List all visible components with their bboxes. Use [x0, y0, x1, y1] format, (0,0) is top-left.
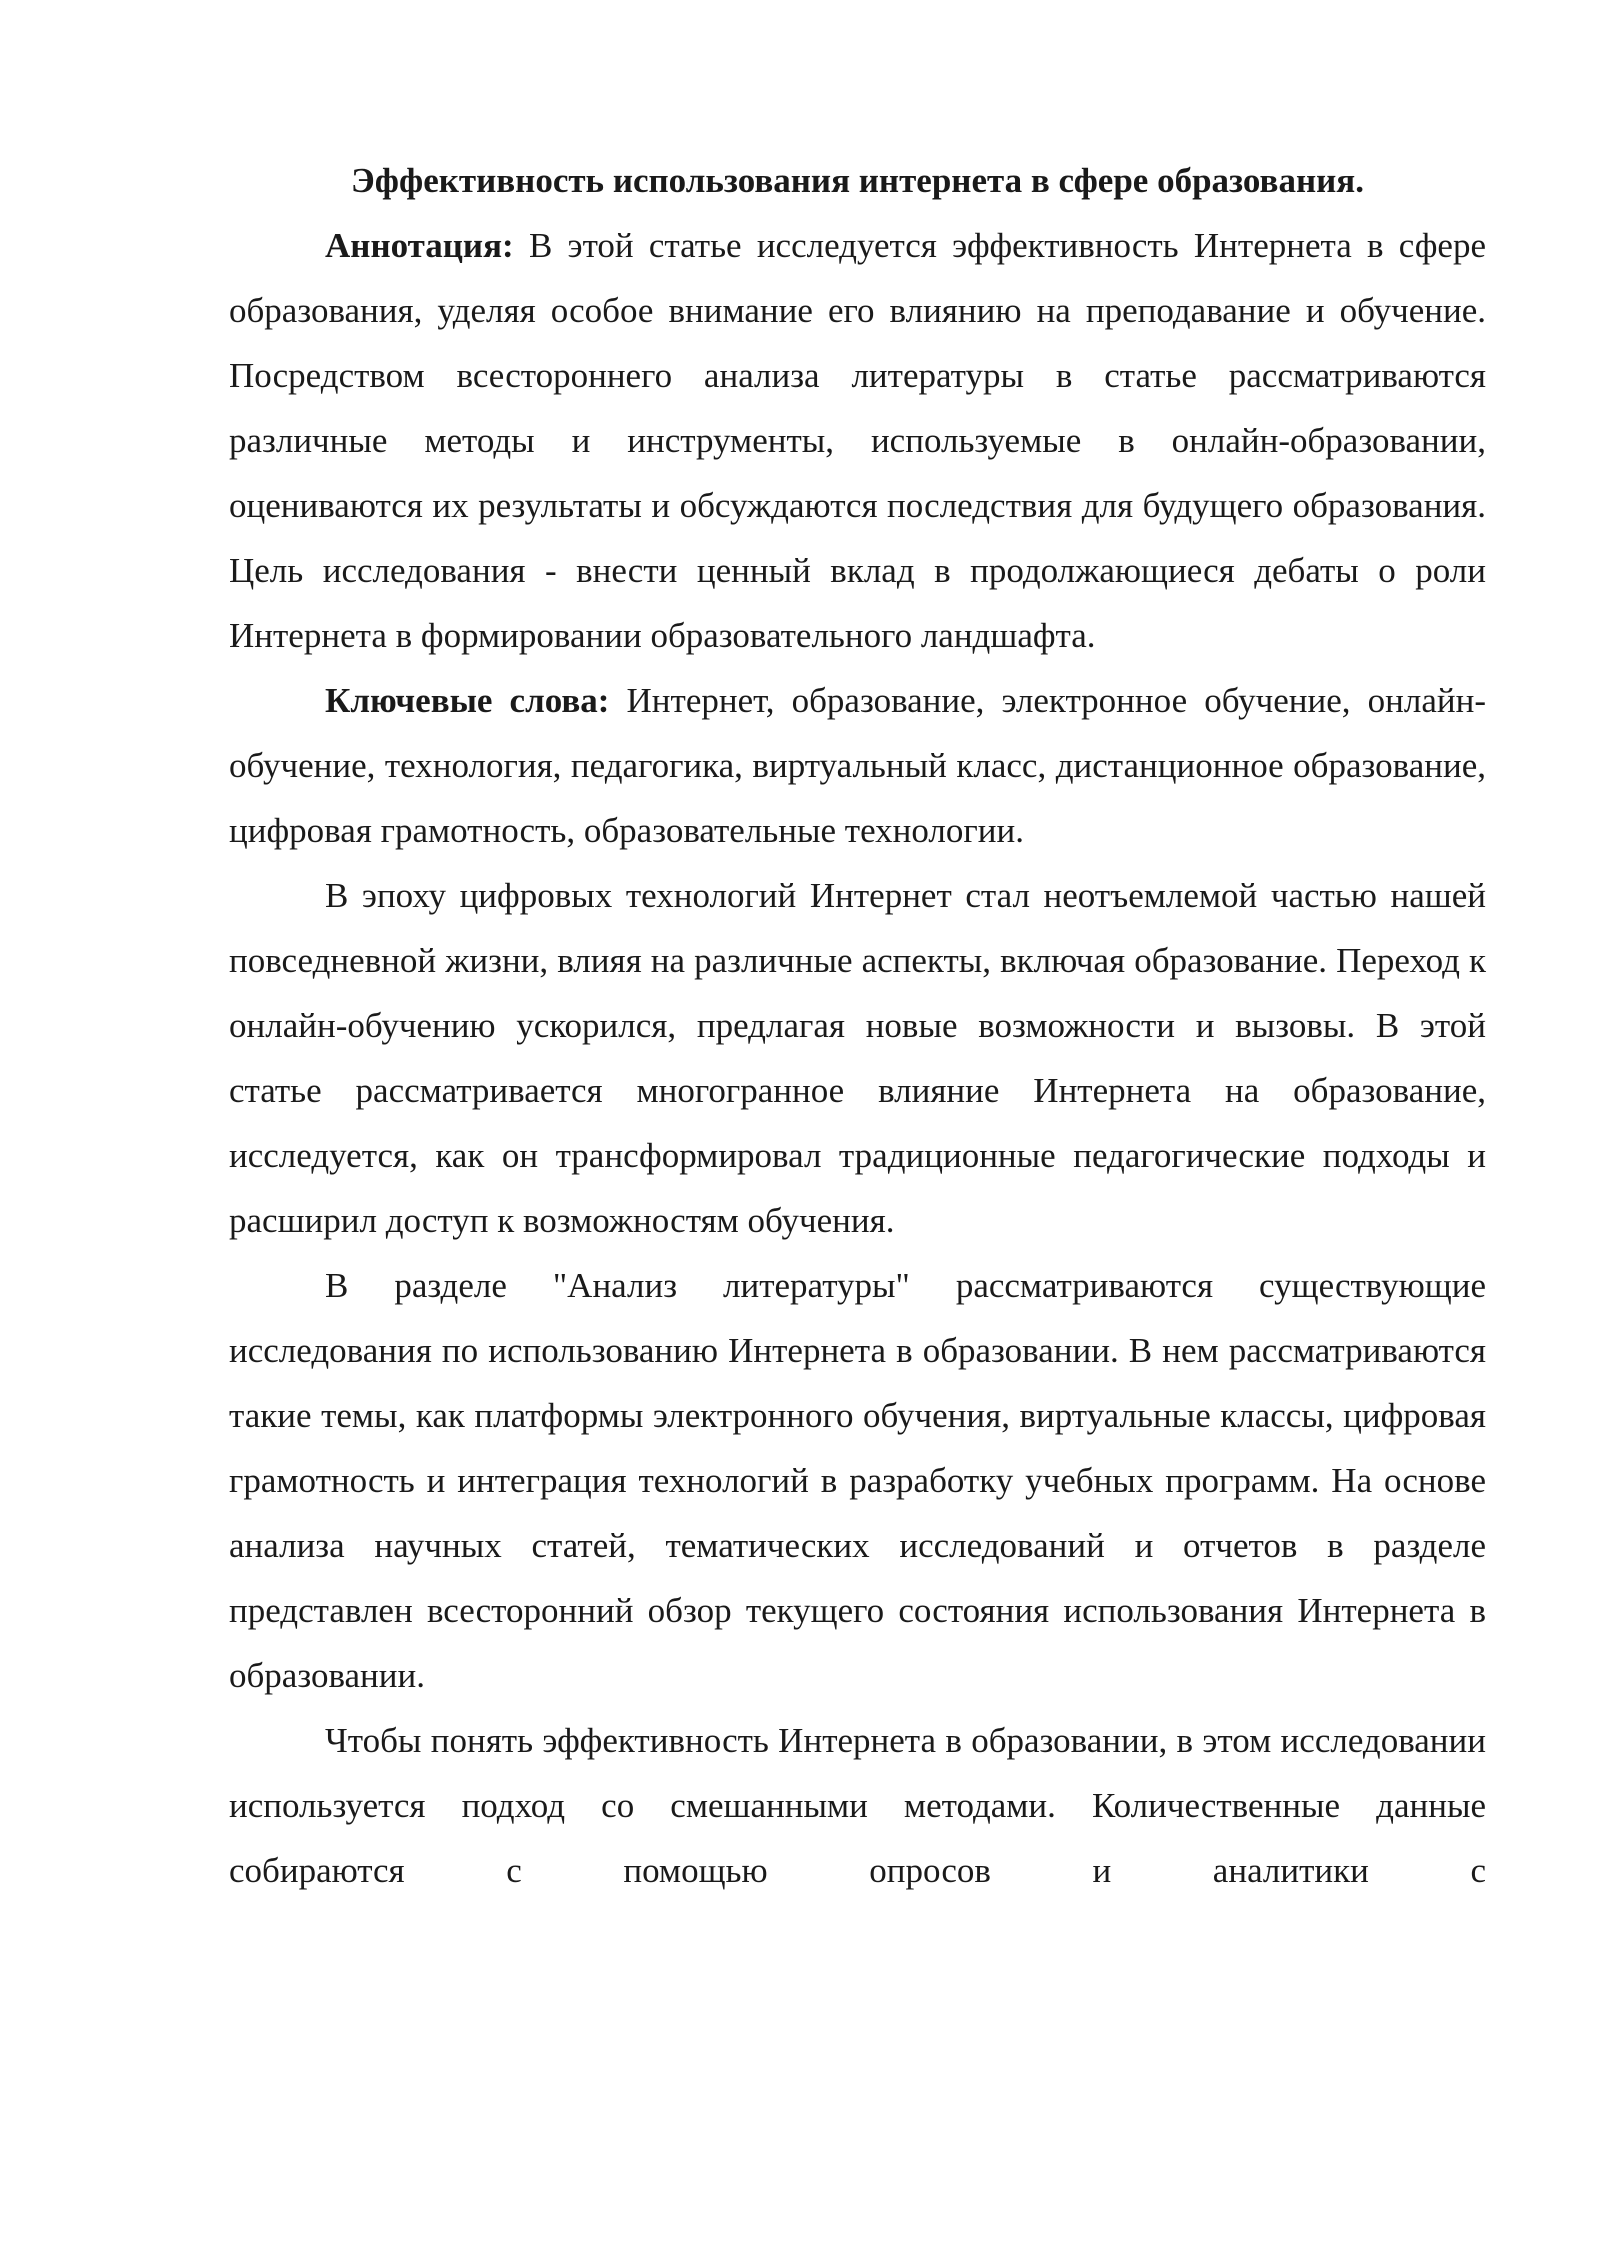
- document-title: Эффективность использования интернета в сфере образования.: [351, 161, 1364, 200]
- keywords-paragraph: [229, 668, 1486, 863]
- body-paragraph-2: В разделе "Анализ литературы" рассматриваются существующие исследования по использованию Интернета в образовании. В нем рассматриваются такие темы, как платформы электронного обучения, виртуальные классы, цифровая грамотность и интеграция технологий в разработку учебных программ. На основе анализа научных статей, тематических исследований и отчетов в разделе представлен всесторонний обзор текущего состояния использования Интернета в образовании.: [229, 1266, 1486, 1695]
- body-paragraph-3: Чтобы понять эффективность Интернета в образовании, в этом исследовании используется подход со смешанными методами. Количественные данные собираются с помощью опросов и аналитики с: [229, 1721, 1486, 1890]
- annotation-label: Аннотация:: [325, 226, 514, 265]
- body-paragraph-1: В эпоху цифровых технологий Интернет стал неотъемлемой частью нашей повседневной жизни, влияя на различные аспекты, включая образование. Переход к онлайн-обучению ускорился, предлагая новые возможности и вызовы. В этой статье рассматривается многогранное влияние Интернета на образование, исследуется, как он трансформировал традиционные педагогические подходы и расширил доступ к возможностям обучения.: [229, 876, 1486, 1240]
- keywords-label: Ключевые слова:: [325, 681, 610, 720]
- annotation-text: В этой статье исследуется эффективность Интернета в сфере образования, уделяя особое внимание его влиянию на преподавание и обучение. Посредством всестороннего анализа литературы в статье рассматриваются различные методы и инструменты, используемые в онлайн-образовании, оцениваются их результаты и обсуждаются последствия для будущего образования. Цель исследования - внести ценный вклад в продолжающиеся дебаты о роли Интернета в формировании образовательного ландшафта.: [229, 226, 1486, 655]
- document-page: [229, 148, 1486, 1903]
- annotation-paragraph: [229, 213, 1486, 668]
- keywords-text: Интернет, образование, электронное обучение, онлайн-обучение, технология, педагогика, виртуальный класс, дистанционное образование, цифровая грамотность, образовательные технологии.: [229, 681, 1486, 850]
